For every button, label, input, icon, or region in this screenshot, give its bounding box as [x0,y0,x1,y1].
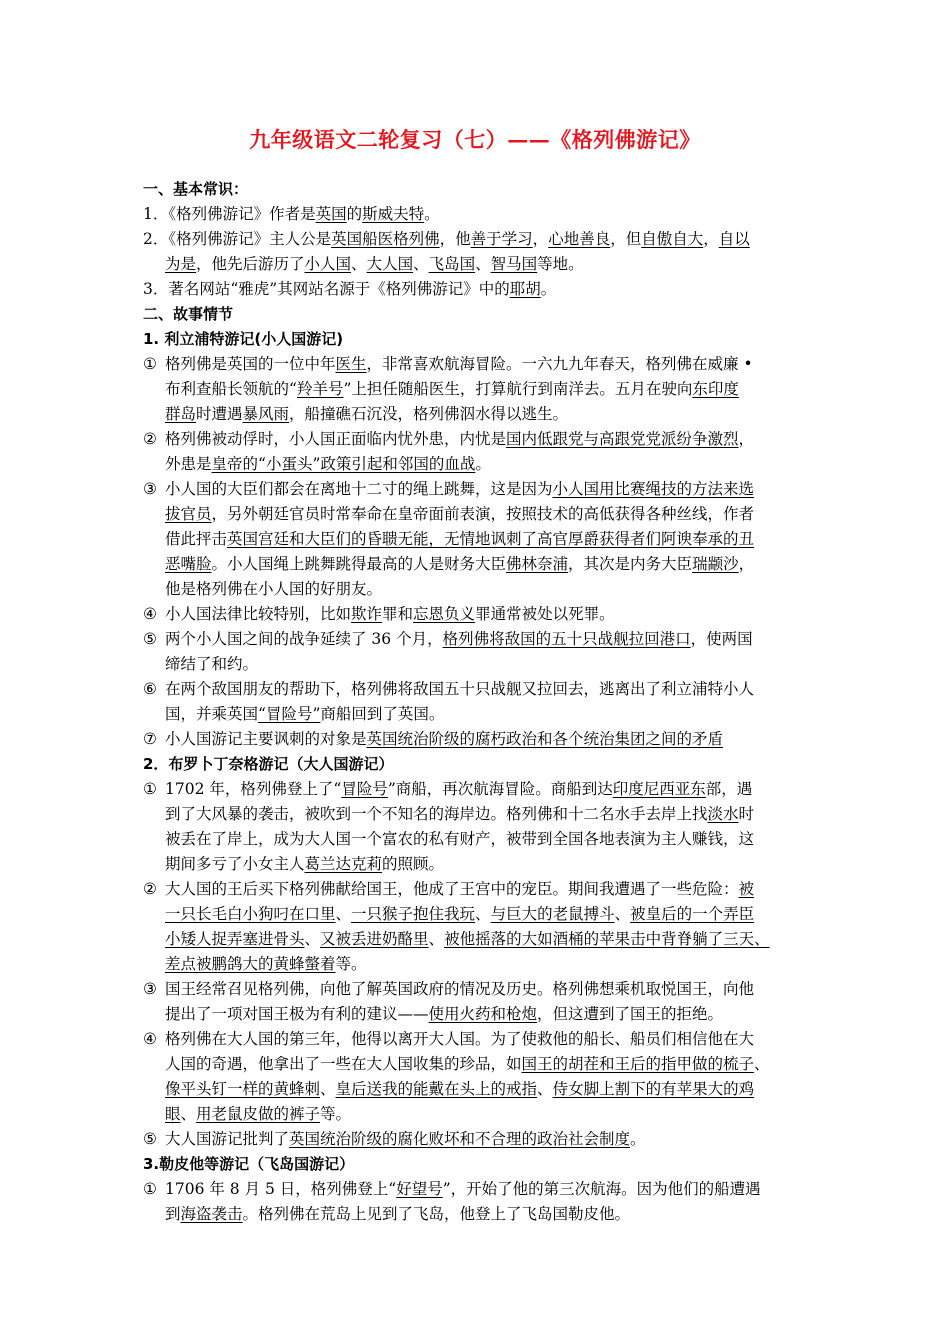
text-segment: 他是格列佛在小人国的好朋友。 [165,580,383,598]
text-segment: ，其次是内务大臣 [568,555,693,573]
underlined-key-term: 被他摇落的大如酒桶的苹果击中背脊躺了三天、 [444,930,770,948]
text-segment: ， [738,430,755,448]
underlined-key-term: 英国 [315,205,347,223]
text-line [143,802,823,827]
text-segment: ， [532,230,549,248]
list-item [143,1127,823,1152]
text-segment: 。 [630,1130,646,1148]
text-segment: 格列佛被动俘时，小人国正面临内忧外患，内忧是 [165,430,507,448]
text-line [143,377,823,402]
list-item [143,777,823,802]
text-segment: 布利查船长领航的“ [165,380,297,398]
text-line [143,1102,823,1127]
text-segment: 等。 [335,955,367,973]
text-segment: 人国的奇遇，他拿出了一些在大人国收集的珍品，如 [165,1055,522,1073]
text-segment: 1706 年 8 月 5 日，格列佛登上“ [165,1180,397,1198]
text-segment: 。小人国绳上跳舞跳得最高的人是财务大臣 [211,555,507,573]
underlined-key-term: 佛林奈浦 [506,555,569,573]
underlined-key-term: 大人国 [366,255,414,273]
underlined-key-term: 被皇后的一个弄臣 [630,905,755,923]
text-segment: 的 [346,205,363,223]
underlined-key-term: 英国宫廷和大臣们的昏聩无能，无情地讽刺了高官厚爵获得者们阿谀奉承的丑 [227,530,755,548]
underlined-key-term: 暴风雨 [242,405,290,423]
section-heading [143,302,823,327]
text-segment: 外患是 [165,455,212,473]
text-segment: 小人国的大臣们都会在离地十二寸的绳上跳舞，这是因为 [165,480,553,498]
text-segment: ，但这遭到了国王的拒绝。 [537,1005,724,1023]
text-segment: ，他 [439,230,471,248]
item-number: ⑥ [143,680,157,698]
underlined-key-term: 羚羊号 [296,380,344,398]
item-number: ① [143,780,157,798]
text-segment: 、 [351,255,367,273]
underlined-key-term: 英国船医格列佛 [331,230,440,248]
text-line [143,902,823,927]
underlined-key-term: 群岛 [165,405,197,423]
item-number: ① [143,355,157,373]
text-segment: 部，遇 [705,780,753,798]
text-line [143,452,823,477]
item-number: ② [143,430,157,448]
underlined-key-term: 用老鼠皮做的裤子 [196,1105,321,1123]
text-line [143,1077,823,1102]
text-segment: 时 [738,805,755,823]
text-segment: 2．布罗卜丁奈格游记（大人国游记） [143,755,394,773]
text-segment: 罪通常被处以死罪。 [475,605,615,623]
text-line [143,1202,823,1227]
text-segment: 。 [475,455,491,473]
text-segment: ，使两国 [690,630,753,648]
text-line [143,277,823,302]
text-segment: 、 [475,255,491,273]
text-segment: ，他先后游历了 [196,255,305,273]
document-body [143,177,823,1227]
underlined-key-term: 英国统治阶级的腐化败坏和不合理的政治社会制度 [289,1130,631,1148]
text-segment: 国王经常召见格列佛，向他了解英国政府的情况及历史。格列佛想乘机取悦国王，向他 [165,980,755,998]
item-number: ③ [143,480,157,498]
text-segment: 、 [428,930,445,948]
underlined-key-term: 为是 [165,255,197,273]
text-segment: 罪和 [382,605,414,623]
text-line [143,927,823,952]
text-segment: 缔结了和约。 [165,655,259,673]
underlined-key-term: 使用火药和枪炮 [428,1005,538,1023]
underlined-key-term: 皇后送我的能戴在头上的戒指 [335,1080,538,1098]
text-segment: 到了大风暴的袭击，被吹到一个不知名的海岸边。格列佛和十二名水手去岸上找 [165,805,708,823]
list-item [143,477,823,502]
underlined-key-term: 像平头钉一样的黄蜂刺 [165,1080,321,1098]
underlined-key-term: 海盗袭击 [180,1205,243,1223]
underlined-key-term: 又被丢进奶酪里 [320,930,429,948]
underlined-key-term: 与巨大的老鼠搏斗 [490,905,615,923]
underlined-key-term: 侍女脚上割下的有苹果大的鸡 [552,1080,755,1098]
underlined-key-term: 小人国 [304,255,352,273]
text-segment: ，另外朝廷官员时常奉命在皇帝面前表演，按照技术的高低获得各种丝线，作者 [211,505,755,523]
text-segment: 3.勒皮他等游记（飞岛国游记） [143,1155,355,1173]
underlined-key-term: 国王的胡茬和王后的指甲做的梳子 [521,1055,755,1073]
text-segment: 、 [304,930,321,948]
underlined-key-term: 眼 [165,1105,181,1123]
text-segment: ”，开始了他的第三次航海。因为他们的船遭遇 [442,1180,761,1198]
underlined-key-term: 忘恩负义 [413,605,476,623]
text-segment: ，但 [610,230,642,248]
underlined-key-term: 淡水 [707,805,739,823]
text-line [143,402,823,427]
underlined-key-term: 耶胡 [509,280,541,298]
underlined-key-term: 好望号 [396,1180,443,1198]
text-line [143,227,823,252]
text-segment: 在两个敌国朋友的帮助下，格列佛将敌国五十只战舰又拉回去，逃离出了利立浦特小人 [165,680,755,698]
text-line [143,1002,823,1027]
underlined-key-term: 印度尼西亚东 [612,780,706,798]
list-item [143,877,823,902]
underlined-key-term: 格列佛将敌国的五十只战舰拉回港口 [442,630,691,648]
text-segment: 、 [475,905,491,923]
text-segment: ，船撞礁石沉没，格列佛泅水得以逃生。 [289,405,569,423]
item-number: ② [143,880,157,898]
item-number: ① [143,1180,157,1198]
text-segment: 。 [540,280,557,298]
text-segment: 小人国游记主要讽刺的对象是 [165,730,367,748]
text-segment: 的照顾。 [382,855,445,873]
text-segment: 2．《格列佛游记》主人公是 [143,230,332,248]
list-item [143,677,823,702]
text-segment: 格列佛在大人国的第三年，他得以离开大人国。为了使救他的船长、船员们相信他在大 [165,1030,755,1048]
text-segment: 、 [614,905,631,923]
underlined-key-term: 瑞颛沙 [692,555,739,573]
page-title: 九年级语文二轮复习（七）——《格列佛游记》 [249,127,701,152]
underlined-key-term: 被 [738,880,755,898]
section-heading [143,752,823,777]
underlined-key-term: 一只猴子抱住我玩 [351,905,476,923]
section-heading [143,177,823,202]
list-item [143,977,823,1002]
text-segment: ， [738,555,755,573]
underlined-key-term: 医生 [335,355,367,373]
text-segment: 1. 利立浦特游记(小人国游记) [143,330,344,348]
text-line [143,527,823,552]
underlined-key-term: 飞岛国 [428,255,476,273]
underlined-key-term: 国内低跟党与高跟党党派纷争激烈 [506,430,739,448]
text-segment: 提出了一项对国王极为有利的建议—— [165,1005,429,1023]
text-line [143,252,823,277]
section-heading [143,327,823,352]
underlined-key-term: 东印度 [692,380,739,398]
text-segment: 3．著名网站“雅虎”其网站名源于《格列佛游记》中的 [143,280,510,298]
text-segment: 等地。 [537,255,584,273]
underlined-key-term: 恶嘴脸 [165,555,212,573]
text-segment: 大人国的王后买下格列佛献给国王，他成了王宫中的宠臣。期间我遭遇了一些危险： [165,880,739,898]
text-segment: ，非常喜欢航海冒险。一六九九年春天，格列佛在威廉 • [366,355,753,373]
text-segment: 1702 年，格列佛登上了“ [165,780,342,798]
underlined-key-term: 拔官员 [165,505,212,523]
text-line [143,852,823,877]
list-item [143,1177,823,1202]
text-segment: 、 [537,1080,553,1098]
text-segment: 、 [754,1055,770,1073]
text-segment: 。 [424,205,440,223]
underlined-key-term: 小矮人捉弄塞进骨头 [165,930,305,948]
text-segment: 等。 [320,1105,352,1123]
underlined-key-term: 皇帝的“小蛋头”政策引起和邻国的血战 [211,455,476,473]
underlined-key-term: 葛兰达克莉 [304,855,383,873]
list-item [143,352,823,377]
text-segment: 小人国法律比较特别，比如 [165,605,352,623]
text-segment: 二、故事情节 [143,305,234,323]
text-segment: 商船回到了英国。 [320,705,445,723]
text-segment: 国，并乘英国 [165,705,259,723]
item-number: ④ [143,605,157,623]
text-line [143,652,823,677]
section-heading [143,1152,823,1177]
text-segment: 到 [165,1205,181,1223]
text-segment: 被丢在了岸上，成为大人国一个富农的私有财产，被带到全国各地表演为主人赚钱，这 [165,830,755,848]
text-segment: 格列佛是英国的一位中年 [165,355,336,373]
text-segment: 1．《格列佛游记》作者是 [143,205,316,223]
text-segment: ”上担任随船医生，打算航行到南洋去。五月在驶向 [343,380,693,398]
underlined-key-term: 英国统治阶级的腐朽政治和各个统治集团之间的矛盾 [366,730,724,748]
list-item [143,727,823,752]
text-segment: 一、基本常识： [143,180,249,198]
text-segment: 大人国游记批判了 [165,1130,290,1148]
underlined-key-term: 智马国 [490,255,538,273]
text-segment: 借此抨击 [165,530,228,548]
list-item [143,627,823,652]
item-number: ⑤ [143,630,157,648]
underlined-key-term: 斯威夫特 [362,205,425,223]
text-segment: 、 [335,905,352,923]
underlined-key-term: 一只长毛白小狗叼在口里 [165,905,336,923]
underlined-key-term: 差点被鹏鸽大的黄蜂螫着 [165,955,336,973]
text-line [143,552,823,577]
item-number: ⑤ [143,1130,157,1148]
text-segment: ， [703,230,719,248]
underlined-key-term: 心地善良 [548,230,611,248]
text-segment: 期间多亏了小女主人 [165,855,305,873]
text-segment: 。格列佛在荒岛上见到了飞岛，他登上了飞岛国勒皮他。 [242,1205,631,1223]
text-line [143,577,823,602]
text-line [143,202,823,227]
underlined-key-term: 小人国用比赛绳技的方法来选 [552,480,755,498]
text-segment: 两个小人国之间的战争延续了 36 个月， [165,630,443,648]
text-segment: 、 [413,255,429,273]
underlined-key-term: 自以 [718,230,750,248]
text-segment: 时遭遇 [196,405,243,423]
text-segment: 、 [180,1105,197,1123]
underlined-key-term: 自傲自大 [641,230,704,248]
item-number: ③ [143,980,157,998]
list-item [143,602,823,627]
text-segment: ”商船，再次航海冒险。商船到达 [387,780,613,798]
underlined-key-term: 冒险号 [341,780,388,798]
underlined-key-term: 善于学习 [470,230,533,248]
text-line [143,702,823,727]
item-number: ⑦ [143,730,157,748]
text-segment: 、 [320,1080,336,1098]
underlined-key-term: 欺诈 [351,605,383,623]
list-item [143,427,823,452]
text-line [143,827,823,852]
text-line [143,952,823,977]
item-number: ④ [143,1030,157,1048]
text-line [143,1052,823,1077]
text-line [143,502,823,527]
list-item [143,1027,823,1052]
underlined-key-term: “冒险号” [258,705,321,723]
